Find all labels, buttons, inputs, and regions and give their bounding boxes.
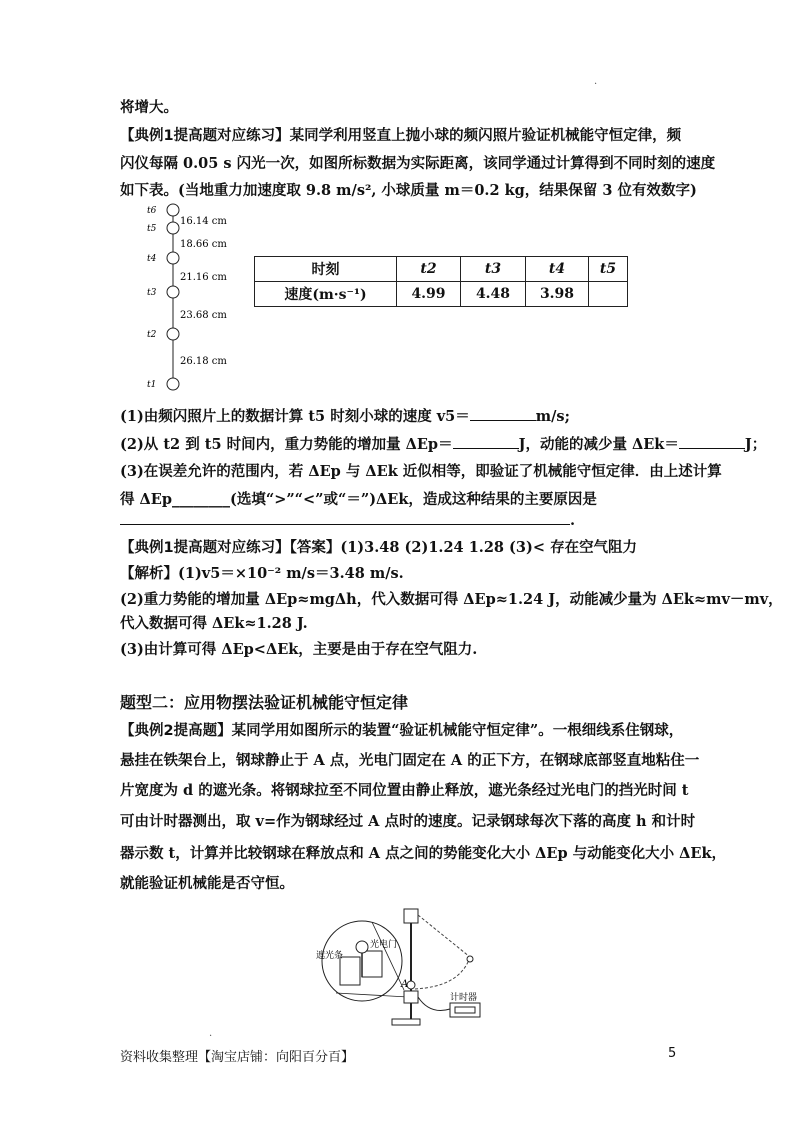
analysis-heading: 【解析】 (120, 566, 178, 582)
question-3-line1: (3)在误差允许的范围内，若 ΔEp 与 ΔEk 近似相等，即验证了机械能守恒定律．由上述计算 (120, 463, 722, 480)
question-1 (120, 406, 680, 427)
analysis-line4: (3)由计算可得 ΔEp<ΔEk，主要是由于存在空气阻力. (120, 641, 478, 658)
question-1-text: (1)由频闪照片上的数据计算 t5 时刻小球的速度 v5＝ (120, 408, 470, 425)
example1-line2: 闪仪每隔 0.05 s 闪光一次，如图所标数据为实际距离，该同学通过计算得到不同时刻的速度 (120, 155, 716, 172)
table-cell: 3.98 (526, 282, 589, 307)
example1-line3: 如下表。(当地重力加速度取 9.8 m/s², 小球质量 m＝0.2 kg，结果保留 3 位有效数字) (120, 182, 697, 199)
timer-device (418, 991, 480, 1017)
table-header-cell: t5 (589, 257, 628, 282)
question-2-text: (2)从 t2 到 t5 时间内，重力势能的增加量 ΔEp＝ (120, 436, 453, 453)
label-t2: t2 (147, 330, 157, 340)
table-header-cell: t2 (397, 257, 461, 282)
table-row (255, 257, 628, 282)
ball-t3 (167, 286, 179, 298)
pendulum-apparatus-figure (310, 905, 500, 1029)
section2-line2: 悬挂在铁架台上，钢球静止于 A 点，光电门固定在 A 的正下方，在钢球底部竖直地粘住一 (120, 752, 700, 769)
table-header-cell: t4 (526, 257, 589, 282)
answer-blank (679, 434, 745, 449)
strip-label: 遮光条 (316, 951, 344, 961)
example1-heading: 【典例1提高题对应练习】 (120, 128, 290, 144)
ball-t1 (167, 378, 179, 390)
intro-line: 将增大。 (120, 99, 178, 116)
section2-title: 题型二：应用物摆法验证机械能守恒定律 (120, 693, 409, 712)
answer-blank (453, 434, 519, 449)
section2-line6: 就能验证机械能是否守恒。 (120, 875, 294, 892)
distance-1: 16.14 cm (180, 216, 227, 227)
speed-table (254, 256, 628, 307)
label-t3: t3 (147, 288, 157, 298)
question-1-unit: m/s; (535, 408, 570, 425)
gate-label: 光电门 (370, 940, 398, 950)
ball-t4 (167, 252, 179, 264)
answer-heading: 【典例1提高题对应练习】【答案】 (120, 540, 341, 556)
flash-photo-figure (138, 200, 248, 396)
table-row (255, 282, 628, 307)
footer-source: 资料收集整理【淘宝店铺：向阳百分百】 (120, 1050, 355, 1065)
example1-line1 (120, 126, 680, 146)
label-t6: t6 (147, 206, 157, 216)
question-2-mid: J，动能的减少量 ΔEk＝ (518, 436, 679, 453)
answer-blank (120, 510, 570, 525)
example2-line1-text: 某同学用如图所示的装置“验证机械能守恒定律”。一根细线系住钢球， (231, 722, 684, 739)
table-cell: 4.48 (461, 282, 526, 307)
table-header-cell: t3 (461, 257, 526, 282)
ball-t2 (167, 328, 179, 340)
question-2 (120, 434, 767, 455)
question-3-line2: 得 ΔEp________(选填“>”“<”或“＝”)ΔEk，造成这种结果的主要原因是 (120, 491, 597, 508)
distance-5: 26.18 cm (180, 356, 227, 367)
answer-blank (470, 406, 536, 421)
table-cell: 速度(m·s⁻¹) (255, 282, 397, 307)
question-3-end: . (570, 512, 576, 529)
analysis-line3: 代入数据可得 ΔEk≈1.28 J. (120, 615, 308, 632)
top-mark: . (594, 76, 598, 87)
timer-label: 计时器 (450, 993, 478, 1003)
section2-line4: 可由计时器测出，取 v=作为钢球经过 A 点时的速度。记录钢球每次下落的高度 h 和计时 (120, 813, 696, 830)
footer-mark: . (209, 1028, 213, 1039)
distance-3: 21.16 cm (180, 272, 227, 283)
section2-line3: 片宽度为 d 的遮光条。将钢球拉至不同位置由静止释放，遮光条经过光电门的挡光时间 t (120, 782, 689, 799)
table-cell (589, 282, 628, 307)
page-number: 5 (668, 1046, 677, 1061)
answer-text: (1)3.48 (2)1.24 1.28 (3)< 存在空气阻力 (340, 539, 638, 556)
table-header-cell: 时刻 (255, 257, 397, 282)
question-2-end: J； (744, 436, 767, 453)
section2-line5: 器示数 t，计算并比较钢球在释放点和 A 点之间的势能变化大小 ΔEp 与动能变化大小 ΔEk， (120, 845, 727, 862)
ball-t6 (167, 204, 179, 216)
example1-line1-text: 某同学利用竖直上抛小球的频闪照片验证机械能守恒定律，频 (289, 127, 682, 144)
point-A-label: A (401, 979, 409, 990)
table-cell: 4.99 (397, 282, 461, 307)
analysis-line2: (2)重力势能的增加量 ΔEp≈mgΔh，代入数据可得 ΔEp≈1.24 J，动能减少量为 ΔEk≈mv－mv， (120, 591, 783, 608)
question-3-line3 (120, 510, 680, 531)
distance-2: 18.66 cm (180, 239, 227, 250)
label-t5: t5 (147, 224, 157, 234)
analysis-text: (1)v5＝×10⁻² m/s＝3.48 m/s. (178, 565, 404, 582)
ball-t5 (167, 222, 179, 234)
example2-heading: 【典例2提高题】 (120, 723, 232, 739)
section2-line1 (120, 721, 684, 741)
distance-4: 23.68 cm (180, 310, 227, 321)
label-t1: t1 (147, 380, 157, 390)
analysis-line1 (120, 564, 680, 584)
answer-line (120, 538, 680, 558)
label-t4: t4 (147, 254, 157, 264)
magnified-inset (316, 921, 408, 1001)
